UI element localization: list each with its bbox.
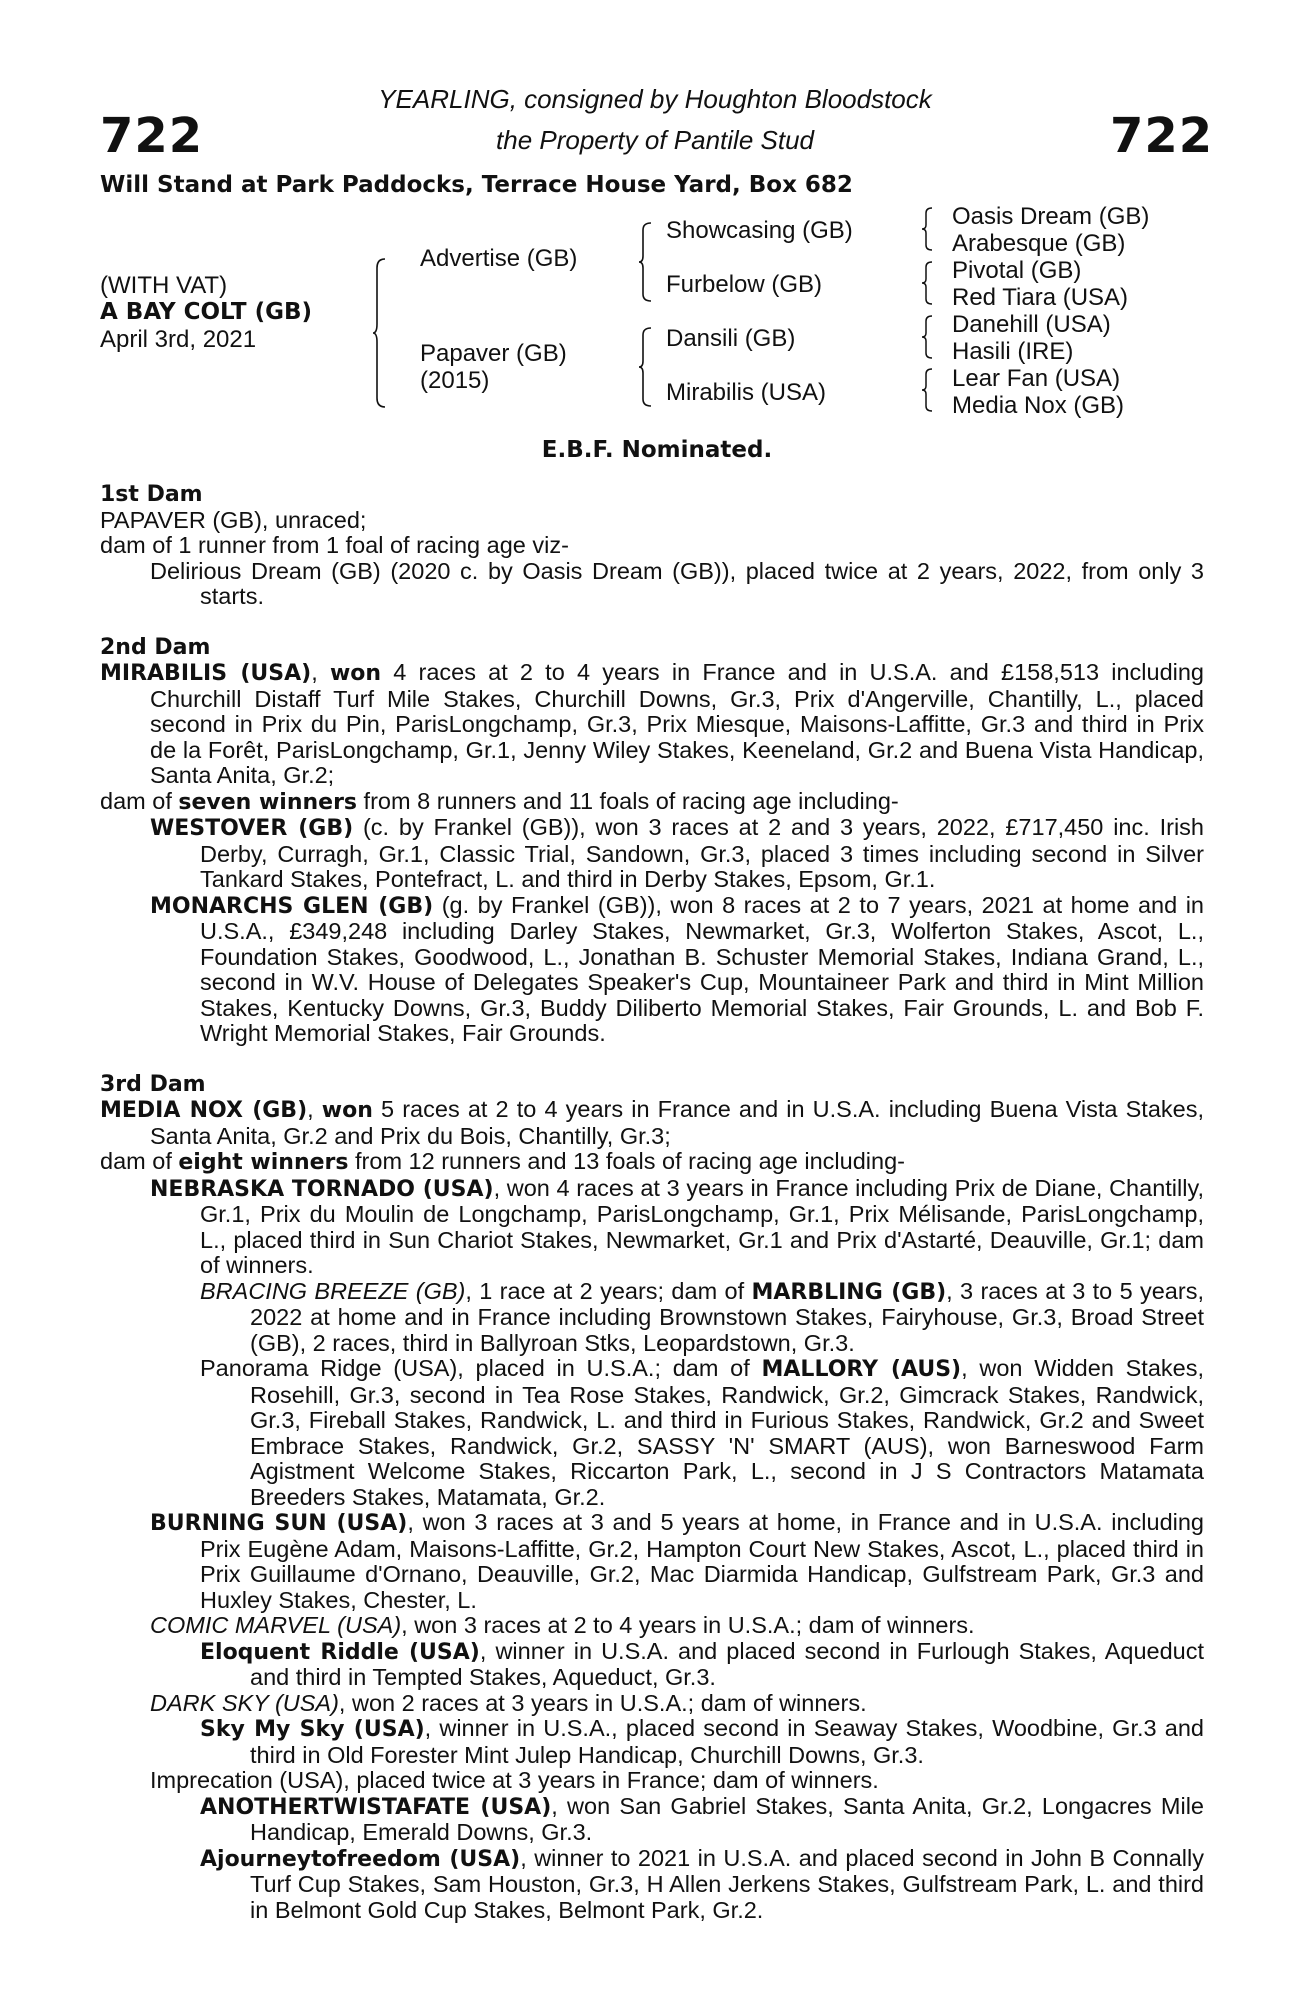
produce-imprecation: Imprecation (USA), placed twice at 3 years in France; dam of winners. — [150, 1767, 879, 1793]
third-dam-heading: 3rd Dam — [100, 1071, 206, 1097]
produce-name: MONARCHS GLEN (GB) — [150, 893, 434, 919]
produce-text: , winner to 2021 in U.S.A. and placed second in John B Connally Turf Cup Stakes, Sam Houston, Gr.3, H Allen Jerkens Stakes, Gulfstream Park, L. and third in Belmont Gold Cup Stakes, Belmont Park, Gr.2. — [250, 1844, 1204, 1923]
third-dam-record: MEDIA NOX (GB), won 5 races at 2 to 4 years in France and in U.S.A. including Buena Vista Stakes, Santa Anita, Gr.2 and Prix du Bois, Chantilly, Gr.3; — [100, 1096, 1204, 1149]
pedigree-dam-sire: Dansili (GB) — [666, 325, 796, 352]
produce-text: , winner in U.S.A. and placed second in Furlough Stakes, Aqueduct and third in Tempted Stakes, Aqueduct, Gr.3. — [250, 1637, 1205, 1690]
produce-name: MARBLING (GB) — [751, 1279, 947, 1305]
pedigree-brace-g3-3 — [921, 315, 933, 359]
produce-panorama-ridge — [100, 1356, 1204, 1510]
pedigree-brace-g3-2 — [921, 261, 933, 305]
dam-of-prefix: dam of — [100, 787, 179, 814]
pedigree-g3-3: Pivotal (GB) — [952, 257, 1082, 284]
third-dam-won: won — [321, 1098, 373, 1123]
produce-text: , won 3 races at 2 to 4 years in U.S.A.; dam of winners. — [401, 1612, 975, 1638]
produce-burning-sun — [100, 1510, 1204, 1613]
pedigree-dam-dam: Mirabilis (USA) — [666, 379, 827, 406]
winners-count: eight winners — [178, 1150, 349, 1175]
consignment-line: YEARLING, consigned by Houghton Bloodstock — [378, 84, 932, 114]
first-dam-line: PAPAVER (GB), unraced; — [100, 506, 367, 533]
produce-ajourneytofreedom — [100, 1846, 1204, 1924]
produce-name: Sky My Sky (USA) — [200, 1717, 425, 1742]
produce-dark-sky — [100, 1691, 1204, 1717]
produce-name: BRACING BREEZE (GB) — [200, 1277, 466, 1304]
produce-monarchs-glen — [100, 893, 1204, 1047]
second-dam-heading: 2nd Dam — [100, 634, 211, 660]
dam-of-suffix: from 8 runners and 11 foals of racing age including- — [357, 787, 899, 814]
first-dam-heading: 1st Dam — [100, 482, 203, 507]
produce-text: , won Widden Stakes, Rosehill, Gr.3, second in Tea Rose Stakes, Randwick, Gr.2, Gimcrack Stakes, Randwick, Gr.3, Fireball Stakes, Randwick, L. and third in Furious Stakes, Randwick, Gr.2 and Sweet Embrace Stakes, Randwick, Gr.2, SASSY 'N' SMART (AUS), won Barneswood Farm Agistment Welcome Stakes, Riccarton Park, L., second in J S Contractors Matamata Breeders Stakes, Matamata, Gr.2. — [250, 1355, 1204, 1510]
produce-text: Panorama Ridge (USA), placed in U.S.A.; dam of — [200, 1355, 762, 1381]
lot-number-right: 722 — [1110, 108, 1214, 164]
produce-text: (g. by Frankel (GB)), won 8 races at 2 to 7 years, 2021 at home and in U.S.A., £349,248 including Darley Stakes, Newmarket, Gr.3, Wolferton Stakes, Ascot, L., Foundation Stakes, Goodwood, L., Jonathan B. Schuster Memorial Stakes, Indiana Grand, L., second in W.V. House of Delegates Speaker's Cup, Mountaineer Park and third in Mint Million Stakes, Kentucky Downs, Gr.3, Buddy Diliberto Memorial Stakes, Fair Grounds, L. and Bob F. Wright Memorial Stakes, Fair Grounds. — [200, 891, 1204, 1046]
first-dam-summary: dam of 1 runner from 1 foal of racing age viz- — [100, 532, 569, 558]
produce-westover — [100, 815, 1204, 893]
pedigree-sire-dam: Furbelow (GB) — [666, 271, 823, 298]
produce-text: , won 4 races at 3 years in France including Prix de Diane, Chantilly, Gr.1, Prix du Moulin de Longchamp, ParisLongchamp, Gr.1, Prix Mélisande, ParisLongchamp, L., placed third in Sun Chariot Stakes, Newmarket, Gr.1 and Prix d'Astarté, Deauville, Gr.1; dam of winners. — [200, 1174, 1204, 1278]
winners-count: seven winners — [178, 789, 358, 815]
produce-text: , won 3 races at 3 and 5 years at home, in France and in U.S.A. including Prix Eugène Adam, Maisons-Laffitte, Gr.2, Hampton Court New Stakes, Ascot, L., placed third in Prix Guillaume d'Ornano, Deauville, Gr.2, Mac Diarmida Handicap, Gulfstream Park, Gr.3 and Huxley Stakes, Chester, L. — [200, 1509, 1204, 1613]
produce-name: ANOTHERTWISTAFATE (USA) — [200, 1794, 552, 1820]
pedigree-brace-dam — [638, 327, 652, 407]
produce-name: MALLORY (AUS) — [761, 1357, 962, 1382]
vat-note: (WITH VAT) — [100, 272, 228, 299]
pedigree-dam: Papaver (GB) — [420, 340, 567, 367]
pedigree-g3-4: Red Tiara (USA) — [952, 284, 1129, 311]
produce-name: WESTOVER (GB) — [150, 816, 354, 841]
produce-name: Ajourneytofreedom (USA) — [200, 1846, 521, 1872]
ebf-nominated: E.B.F. Nominated. — [541, 437, 773, 463]
lot-number-left: 722 — [100, 108, 204, 164]
pedigree-g3-1: Oasis Dream (GB) — [952, 203, 1150, 230]
produce-bracing-breeze — [100, 1279, 1204, 1357]
produce-name: BURNING SUN (USA) — [150, 1511, 408, 1536]
pedigree-dam-year: (2015) — [420, 367, 490, 394]
produce-sky-my-sky — [100, 1716, 1204, 1768]
third-dam-record-text: 5 races at 2 to 4 years in France and in U.S.A. including Buena Vista Stakes, Santa Anita, Gr.2 and Prix du Bois, Chantilly, Gr.3; — [150, 1096, 1204, 1149]
produce-text: (c. by Frankel (GB)), won 3 races at 2 and 3 years, 2022, £717,450 inc. Irish Derby, Curragh, Gr.1, Classic Trial, Sandown, Gr.3, placed 3 times including second in Silver Tankard Stakes, Pontefract, L. and third in Derby Stakes, Epsom, Gr.1. — [200, 814, 1204, 892]
first-dam-produce: Delirious Dream (GB) (2020 c. by Oasis Dream (GB)), placed twice at 2 years, 2022, from only 3 starts. — [150, 557, 1204, 609]
dam-of-prefix: dam of — [100, 1148, 179, 1174]
produce-name: Eloquent Riddle (USA) — [200, 1639, 480, 1665]
pedigree-sire: Advertise (GB) — [420, 245, 578, 272]
foaling-date: April 3rd, 2021 — [100, 326, 257, 353]
produce-name: NEBRASKA TORNADO (USA) — [150, 1176, 494, 1202]
pedigree-g3-7: Lear Fan (USA) — [952, 365, 1121, 392]
horse-name: A BAY COLT (GB) — [100, 299, 313, 325]
produce-eloquent-riddle — [100, 1639, 1204, 1691]
produce-anothertwistafate — [100, 1794, 1204, 1846]
produce-comic-marvel — [100, 1613, 1204, 1639]
second-dam-record-text: 4 races at 2 to 4 years in France and in U.S.A. and £158,513 including Churchill Distaff Turf Mile Stakes, Churchill Downs, Gr.3, Prix d'Angerville, Chantilly, L., placed second in Prix du Pin, ParisLongchamp, Gr.3, Prix Miesque, Maisons-Laffitte, Gr.3 and third in Prix de la Forêt, ParisLongchamp, Gr.1, Jenny Wiley Stakes, Keeneland, Gr.2 and Buena Vista Handicap, Santa Anita, Gr.2; — [150, 659, 1204, 788]
dam-line-text — [100, 482, 1204, 1923]
stabling-line: Will Stand at Park Paddocks, Terrace House Yard, Box 682 — [100, 172, 853, 198]
pedigree-brace-g3-1 — [921, 207, 933, 251]
second-dam-record: MIRABILIS (USA), won 4 races at 2 to 4 years in France and in U.S.A. and £158,513 including Churchill Distaff Turf Mile Stakes, Churchill Downs, Gr.3, Prix d'Angerville, Chantilly, L., placed second in Prix du Pin, ParisLongchamp, Gr.3, Prix Miesque, Maisons-Laffitte, Gr.3 and third in Prix de la Forêt, ParisLongchamp, Gr.1, Jenny Wiley Stakes, Keeneland, Gr.2 and Buena Vista Handicap, Santa Anita, Gr.2; — [100, 659, 1204, 788]
produce-text: , 1 race at 2 years; dam of — [465, 1277, 752, 1304]
produce-text: , winner in U.S.A., placed second in Seaway Stakes, Woodbine, Gr.3 and third in Old Forester Mint Julep Handicap, Churchill Downs, Gr.3. — [250, 1715, 1204, 1768]
property-line: the Property of Pantile Stud — [496, 125, 814, 155]
pedigree-brace-g3-4 — [921, 368, 933, 412]
second-dam-name: MIRABILIS (USA) — [100, 661, 312, 686]
pedigree-brace-sire — [638, 222, 652, 302]
produce-name: DARK SKY (USA) — [150, 1689, 339, 1716]
dam-of-suffix: from 12 runners and 13 foals of racing age including- — [348, 1148, 905, 1174]
produce-text: , won 2 races at 3 years in U.S.A.; dam of winners. — [338, 1689, 867, 1716]
second-dam-summary — [100, 789, 1204, 816]
produce-text: , 3 races at 3 to 5 years, 2022 at home and in France including Brownstown Stakes, Fairyhouse, Gr.3, Broad Street (GB), 2 races, third in Ballyroan Stks, Leopardstown, Gr.3. — [250, 1277, 1204, 1356]
pedigree-g3-2: Arabesque (GB) — [952, 230, 1126, 257]
third-dam-summary — [100, 1149, 1204, 1176]
third-dam-name: MEDIA NOX (GB) — [100, 1098, 308, 1123]
pedigree-g3-5: Danehill (USA) — [952, 311, 1111, 338]
second-dam-won: won — [329, 661, 382, 686]
produce-nebraska-tornado — [100, 1176, 1204, 1279]
pedigree-g3-6: Hasili (IRE) — [952, 338, 1074, 365]
pedigree-g3-8: Media Nox (GB) — [952, 392, 1125, 419]
produce-text: , won San Gabriel Stakes, Santa Anita, Gr.2, Longacres Mile Handicap, Emerald Downs, Gr.3. — [250, 1792, 1204, 1845]
pedigree-sire-sire: Showcasing (GB) — [666, 217, 853, 244]
pedigree-brace-main — [372, 258, 386, 408]
produce-name: COMIC MARVEL (USA) — [150, 1612, 402, 1638]
